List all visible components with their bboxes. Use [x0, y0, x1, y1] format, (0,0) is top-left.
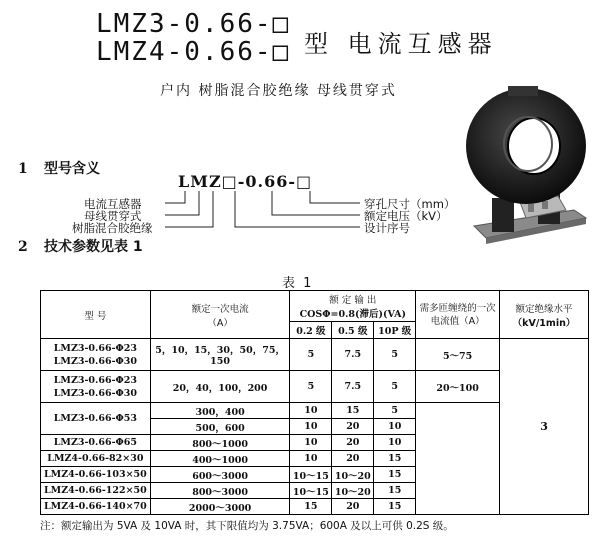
- cell-class-10p: 5: [374, 339, 416, 371]
- cell-class-02: 15: [290, 499, 332, 515]
- cell-class-10p: 15: [374, 467, 416, 483]
- cell-class-02: 10: [290, 419, 332, 435]
- cell-turns: 20～100: [416, 371, 500, 403]
- section-1-heading: [18, 158, 100, 178]
- header-insulation: [500, 291, 589, 339]
- label-hole-size: 穿孔尺寸（mm）: [364, 197, 456, 211]
- header-cos-label: COSΦ=0.8(滞后)(VA): [299, 309, 407, 320]
- cell-current: 2000～3000: [150, 499, 290, 515]
- cell-class-05: 10～20: [332, 467, 374, 483]
- section-1-title: 型号含义: [44, 161, 100, 177]
- cell-model: [41, 371, 151, 403]
- cell-class-10p: 10: [374, 419, 416, 435]
- cell-current: 600～3000: [150, 467, 290, 483]
- header-primary-current: [150, 291, 290, 339]
- model-name: LMZ3-0.66-Φ23: [53, 342, 138, 354]
- model-name: LMZ3-0.66-Φ30: [53, 387, 138, 399]
- cell-class-10p: 5: [374, 403, 416, 419]
- header-rated-output: [290, 291, 416, 322]
- cell-class-02: 5: [290, 339, 332, 371]
- header-insulation-unit: （kV/1min）: [512, 317, 576, 329]
- header-model: 型 号: [41, 291, 151, 339]
- label-current-transformer: 电流互感器: [84, 197, 142, 211]
- cell-class-05: 20: [332, 419, 374, 435]
- header-class-02: 0.2 级: [290, 322, 332, 339]
- product-image: [462, 86, 592, 258]
- title-line-1: LMZ3-0.66-□: [96, 9, 291, 39]
- label-busbar-through: 母线贯穿式: [84, 209, 142, 223]
- model-name: LMZ3-0.66-Φ30: [53, 355, 138, 367]
- label-design-serial: 设计序号: [364, 221, 410, 235]
- cell-class-02: 10: [290, 403, 332, 419]
- cell-model: LMZ4-0.66-140×70: [41, 499, 151, 515]
- label-rated-voltage: 额定电压（kV）: [364, 209, 448, 223]
- subtitle: 户内 树脂混合胶绝缘 母线贯穿式: [160, 83, 397, 99]
- section-1-number: 1: [18, 161, 28, 177]
- cell-turns: 5～75: [416, 339, 500, 371]
- cell-class-05: 7.5: [332, 371, 374, 403]
- cell-model: LMZ3-0.66-Φ53: [41, 403, 151, 435]
- header-insulation-label: 额定绝缘水平: [515, 303, 573, 315]
- cell-class-05: 7.5: [332, 339, 374, 371]
- section-2-title: 技术参数见表 1: [44, 239, 143, 255]
- model-code: LMZ□-0.66-□: [178, 172, 313, 191]
- cell-current: 400～1000: [150, 451, 290, 467]
- cell-class-02: 10: [290, 435, 332, 451]
- cell-class-02: 10～15: [290, 467, 332, 483]
- cell-class-05: 10～20: [332, 483, 374, 499]
- label-resin-insulation: 树脂混合胶绝缘: [72, 221, 153, 235]
- cell-current: 800～3000: [150, 483, 290, 499]
- cell-model: [41, 339, 151, 371]
- cell-class-02: 10～15: [290, 483, 332, 499]
- cell-current: 300，400: [150, 403, 290, 419]
- cell-class-05: 20: [332, 499, 374, 515]
- cell-class-10p: 15: [374, 483, 416, 499]
- title-suffix: 型 电流互感器: [304, 30, 498, 58]
- table-note: 注：额定输出为 5VA 及 10VA 时，其下限值均为 3.75VA；600A 及以上可供 0.2S 级。: [40, 520, 454, 532]
- header-rated-output-label: 额 定 输 出: [329, 295, 377, 306]
- cell-current: 500，600: [150, 419, 290, 435]
- cell-class-10p: 5: [374, 371, 416, 403]
- cell-current: 20，40，100，200: [150, 371, 290, 403]
- model-name: LMZ3-0.66-Φ23: [53, 374, 138, 386]
- table-caption: 表 1: [282, 276, 314, 291]
- header-primary-current-label: 额定一次电流: [191, 303, 249, 315]
- cell-class-10p: 15: [374, 451, 416, 467]
- spec-table: [40, 290, 589, 515]
- section-2-number: 2: [18, 239, 28, 255]
- cell-class-02: 5: [290, 371, 332, 403]
- cell-class-02: 10: [290, 451, 332, 467]
- cell-model: LMZ3-0.66-Φ65: [41, 435, 151, 451]
- header-turns: 需多匝缠绕的一次电流值（A）: [416, 291, 500, 339]
- cell-class-10p: 15: [374, 499, 416, 515]
- header-primary-current-unit: （A）: [207, 317, 233, 329]
- cell-current: 5，10，15，30，50，75，150: [150, 339, 290, 371]
- table-header-row: [41, 291, 589, 322]
- cell-class-05: 15: [332, 403, 374, 419]
- cell-class-05: 20: [332, 435, 374, 451]
- cell-turns-empty: [416, 403, 500, 515]
- table-row: [41, 339, 589, 371]
- cell-class-10p: 10: [374, 435, 416, 451]
- title-line-2: LMZ4-0.66-□: [96, 37, 291, 67]
- header-class-05: 0.5 级: [332, 322, 374, 339]
- cell-model: LMZ4-0.66-82×30: [41, 451, 151, 467]
- section-2-heading: [18, 236, 143, 256]
- cell-model: LMZ4-0.66-122×50: [41, 483, 151, 499]
- cell-class-05: 20: [332, 451, 374, 467]
- cell-current: 800～1000: [150, 435, 290, 451]
- header-class-10p: 10P 级: [374, 322, 416, 339]
- cell-insulation: 3: [500, 339, 589, 515]
- cell-model: LMZ4-0.66-103×50: [41, 467, 151, 483]
